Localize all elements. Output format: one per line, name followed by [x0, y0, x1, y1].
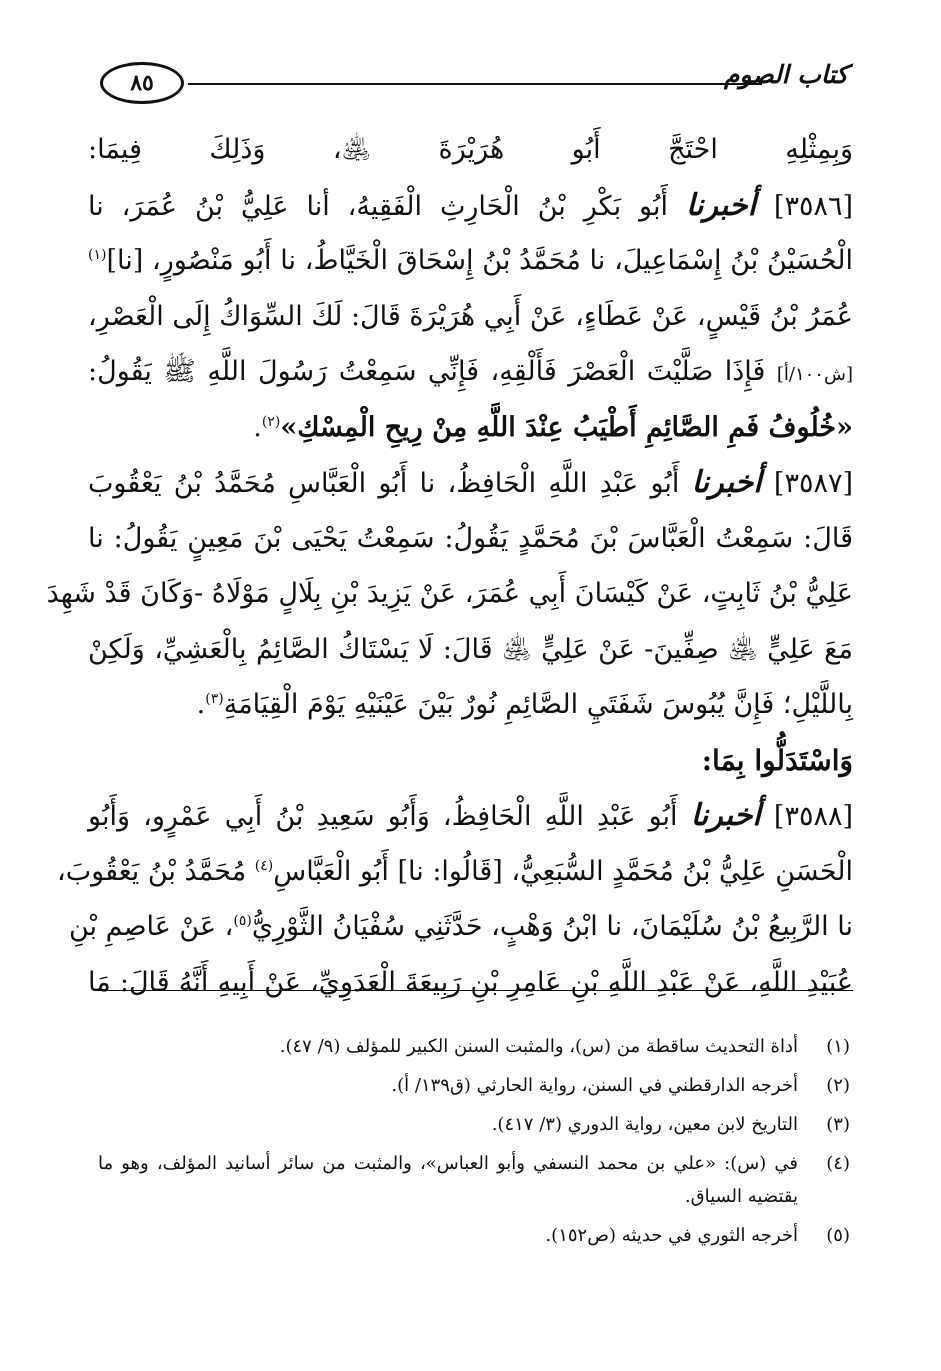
footnote-item — [98, 1108, 850, 1141]
footnote-text: أداة التحديث ساقطة من (س)، والمثبت السنن الكبير للمؤلف (٩/ ٤٧). — [279, 1036, 798, 1057]
footnote-text: في (س): «علي بن محمد النسفي وأبو العباس»، والمثبت من سائر أسانيد المؤلف، وهو ما يقتضيه السياق. — [98, 1153, 798, 1207]
footnote-number: (٣) — [826, 1114, 850, 1135]
footnote-number: (٥) — [826, 1225, 850, 1246]
hadith-3586-line: [٣٥٨٦] أخبرنا أَبُو بَكْرِ بْنُ الْحَارِثِ الْفَقِيهُ، أنا عَلِيُّ بْنُ عُمَرَ، نا — [88, 187, 853, 223]
hadith-3587-line: [٣٥٨٧] أخبرنا أَبُو عَبْدِ اللَّهِ الْحَافِظُ، نا أَبُو الْعَبَّاسِ مُحَمَّدُ بْنُ يَعْقُوبَ — [88, 465, 853, 500]
hadith-3588-line: [٣٥٨٨] أخبرنا أَبُو عَبْدِ اللَّهِ الْحَافِظُ، وَأَبُو سَعِيدِ بْنُ أَبِي عَمْرٍو، وَأَبُو — [88, 798, 853, 833]
hadith-lead: أخبرنا — [685, 187, 756, 223]
text-line: نا الرَّبِيعُ بْنُ سُلَيْمَانَ، نا ابْنُ وَهْبٍ، حَدَّثَنِي سُفْيَانُ الثَّوْرِيُّ$^{(٥)}$، عَنْ عَاصِمِ بْنِ — [68, 911, 853, 942]
footnote-number: (١) — [826, 1036, 850, 1057]
hadith-number: [٣٥٨٦] — [773, 190, 853, 222]
footnote-ref: (٤) — [254, 857, 274, 874]
text-line: بِاللَّيْلِ؛ فَإِنَّ يُبُوسَ شَفَتَيِ الصَّائِمِ نُورٌ بَيْنَ عَيْنَيْهِ يَوْمَ الْقِيَامَةِ$^{(٣)}$. — [196, 689, 853, 720]
footnote-ref: (٣) — [205, 691, 224, 707]
hadith-lead: أخبرنا — [690, 798, 761, 833]
footnote-ref: (١) — [88, 247, 107, 263]
text-line: عُبَيْدِ اللَّهِ، عَنْ عَبْدِ اللَّهِ بْنِ عَامِرِ بْنِ رَبِيعَةَ الْعَدَوِيِّ، عَنْ أَبِيهِ أَنَّهُ قَالَ: مَا — [88, 966, 853, 998]
footnote-ref: (٥) — [233, 913, 252, 929]
page-number: ٨٥ — [100, 62, 184, 104]
footnote-ref: (٢) — [261, 413, 281, 430]
text-line: مَعَ عَلِيٍّ ﵁ صِفِّينَ- عَنْ عَلِيٍّ ﵁ قَالَ: لَا يَسْتَاكُ الصَّائِمُ بِالْعَشِيِّ، وَلَكِنْ — [88, 633, 853, 665]
footnote-text: أخرجه الثوري في حديثه (ص١٥٢). — [545, 1225, 798, 1246]
text-line: قَالَ: سَمِعْتُ الْعَبَّاسَ بْنَ مُحَمَّدٍ يَقُولُ: سَمِعْتُ يَحْيَى بْنَ مَعِينٍ يَقُولُ: نا — [88, 522, 853, 554]
hadith-quote: «خُلُوفُ فَمِ الصَّائِمِ أَطْيَبُ عِنْدَ اللَّهِ مِنْ رِيحِ الْمِسْكِ» — [280, 411, 853, 443]
footnote-number: (٢) — [826, 1075, 850, 1096]
footnote-item — [98, 1069, 850, 1102]
footnote-number: (٤) — [826, 1153, 850, 1174]
section-heading: وَاسْتَدَلُّوا بِمَا: — [701, 743, 853, 777]
hadith-number: [٣٥٨٨] — [773, 801, 853, 832]
text-line: «خُلُوفُ فَمِ الصَّائِمِ أَطْيَبُ عِنْدَ اللَّهِ مِنْ رِيحِ الْمِسْكِ»$^{(٢)}$. — [253, 411, 853, 443]
text-line: عُمَرُ بْنُ قَيْسٍ، عَنْ عَطَاءٍ، عَنْ أَبِي هُرَيْرَةَ قَالَ: لَكَ السِّوَاكُ إِلَى الْعَصْرِ، — [88, 300, 853, 332]
header-rule — [188, 83, 762, 85]
text-line: [ش١٠٠/أ] فَإِذَا صَلَّيْتَ الْعَصْرَ فَأَلْقِهِ، فَإِنِّي سَمِعْتُ رَسُولَ اللَّهِ ﷺ يَقُولُ: — [88, 356, 853, 387]
text-line: وَبِمِثْلِهِ احْتَجَّ أَبُو هُرَيْرَةَ ﵁، وَذَلِكَ فِيمَا: — [88, 134, 853, 165]
footnote-item — [98, 1030, 850, 1063]
footnote-separator — [93, 990, 853, 991]
footnote-item — [98, 1147, 850, 1213]
text-line: الْحُسَيْنُ بْنُ إِسْمَاعِيلَ، نا مُحَمَّدُ بْنُ إِسْحَاقَ الْخَيَّاطُ، نا أَبُو مَنْصُورٍ، [نا]$^{(١)}$ — [88, 245, 853, 276]
footnote-item — [98, 1219, 850, 1252]
hadith-lead: أخبرنا — [691, 465, 762, 500]
text-line: عَلِيُّ بْنُ ثَابِتٍ، عَنْ كَيْسَانَ أَبِي عُمَرَ، عَنْ يَزِيدَ بْنِ بِلَالٍ مَوْلَاهُ -وَكَانَ قَدْ شَهِدَ — [46, 578, 853, 609]
main-text — [46, 122, 853, 1010]
hadith-number: [٣٥٨٧] — [773, 468, 853, 499]
manuscript-marker: [ش١٠٠/أ] — [776, 364, 853, 385]
text-line: الْحَسَنِ عَلِيُّ بْنُ مُحَمَّدٍ السُّبَعِيُّ، [قَالُوا: نا] أَبُو الْعَبَّاسِ$^{(٤)}$ مُحَمَّدُ بْنُ يَعْقُوبَ، — [57, 855, 853, 887]
page-header — [100, 58, 848, 114]
footnote-text: التاريخ لابن معين، رواية الدوري (٣/ ٤١٧). — [491, 1114, 798, 1135]
footnotes — [98, 1030, 850, 1258]
book-title: كتاب الصوم — [724, 60, 848, 89]
footnote-text: أخرجه الدارقطني في السنن، رواية الحارثي (ق١٣٩/ أ). — [391, 1075, 798, 1096]
